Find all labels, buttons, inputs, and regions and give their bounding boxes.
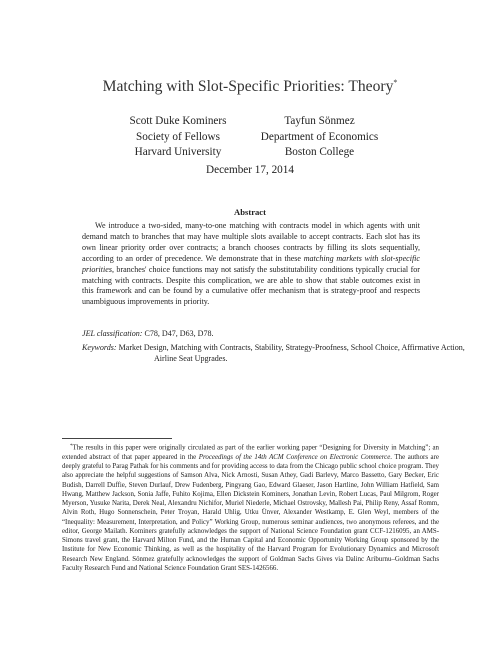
abstract-part: We introduce a two-sided, many-to-one matching with contracts model in which agents with unit demand match to branches that may have multiple slots available to accept contracts. Each slot has its own linear priority order over contracts; a branch chooses contracts by filling its slots sequentially, according to an order of precedence. We demonstrate that in these <box>82 221 420 263</box>
keywords-label: Keywords: <box>82 343 117 352</box>
author-name: Tayfun Sönmez <box>284 115 355 127</box>
title-footnote <box>62 442 439 573</box>
jel-classification <box>82 329 422 340</box>
author-block-sonmez <box>247 114 392 161</box>
paper-date: December 17, 2014 <box>206 164 294 176</box>
abstract-emphasis: matching markets with slot-specific priorities <box>82 253 420 274</box>
footnote-part: . The authors are deeply grateful to Parag Pathak for his comments and for providing access to data from the Chicago public school choice program. They also appreciate the helpful suggestions of Samson Alva, Nick Arnosti, Susan Athey, Gadi Barlevy, Marco Bassetto, Gary Becker, Eric Budish, Darrell Duffie, Steven Durlauf, Drew Fudenberg, Pingyang Gao, Edward Glaeser, Jason Hartline, John William Hatfield, Sam Hwang, Matthew Jackson, Sonia Jaffe, Fuhito Kojima, Ellen Dickstein Kominers, Jonathan Levin, Robert Lucas, Paul Milgrom, Roger Myerson, Yusuke Narita, Derek Neal, Alexandru Nichifor, Muriel Niederle, Michael Ostrovsky, Mallesh Pai, Philip Reny, Assaf Romm, Alvin Roth, Hugo Sonnenschein, Peter Troyan, Harald Uhlig, Utku Ünver, Alexander Westkamp, E. Glen Weyl, members of the “Inequality: Measurement, Interpretation, and Policy” Working Group, numerous seminar audiences, two anonymous referees, and the editor, George Mailath. Kominers gratefully acknowledges the support of National Science Foundation grant CCF-1216095, an AMS-Simons travel grant, the Harvard Milton Fund, and the Human Capital and Economic Opportunity Working Group sponsored by the Institute for New Economic Thinking, as well as the hospitality of the Harvard Program for Evolutionary Dynamics and Microsoft Research New England. Sönmez gratefully acknowledges the support of Goldman Sachs Gives via Dalinc Ariburnu–Goldman Sachs Faculty Research Fund and National Science Foundation Grant SES-1426566. <box>62 453 439 572</box>
author-affiliation: Society of Fellows <box>136 130 220 143</box>
keywords-list: Market Design, Matching with Contracts, Stability, Strategy-Proofness, School Choice, Affirmative Action, Airline Seat Upgrades. <box>116 343 465 363</box>
author-name: Scott Duke Kominers <box>129 115 227 127</box>
author-affiliation: Department of Economics <box>260 130 379 143</box>
title-footnote-marker: * <box>393 78 398 87</box>
jel-codes: C78, D47, D63, D78. <box>142 329 214 338</box>
author-affiliation: Boston College <box>284 146 355 158</box>
footnote-part: The results in this paper were originally circulated as part of the earlier working paper “Designing for Diversity in Matching”; an extended abstract of that paper appeared in the <box>62 444 439 461</box>
author-block-kominers <box>108 114 248 161</box>
abstract-text <box>82 221 420 308</box>
paper-title <box>0 78 500 96</box>
author-affiliation: Harvard University <box>134 146 222 158</box>
jel-label: JEL classification: <box>82 329 143 338</box>
paper-title-text: Matching with Slot-Specific Priorities: Theory <box>102 78 394 96</box>
abstract-part: , branches' choice functions may not satisfy the substitutability conditions typically crucial for matching with contracts. Despite this complication, we are able to show that stable outcomes exist in this framework and can be found by a cumulative offer mechanism that is strategy-proof and respects unambiguous improvements in priority. <box>82 264 420 307</box>
footnote-rule <box>62 438 172 439</box>
footnote-marker: * <box>70 444 73 449</box>
keywords <box>82 343 482 365</box>
abstract-heading: Abstract <box>234 207 266 217</box>
footnote-emphasis: Proceedings of the 14th ACM Conference on Electronic Commerce <box>198 453 391 461</box>
